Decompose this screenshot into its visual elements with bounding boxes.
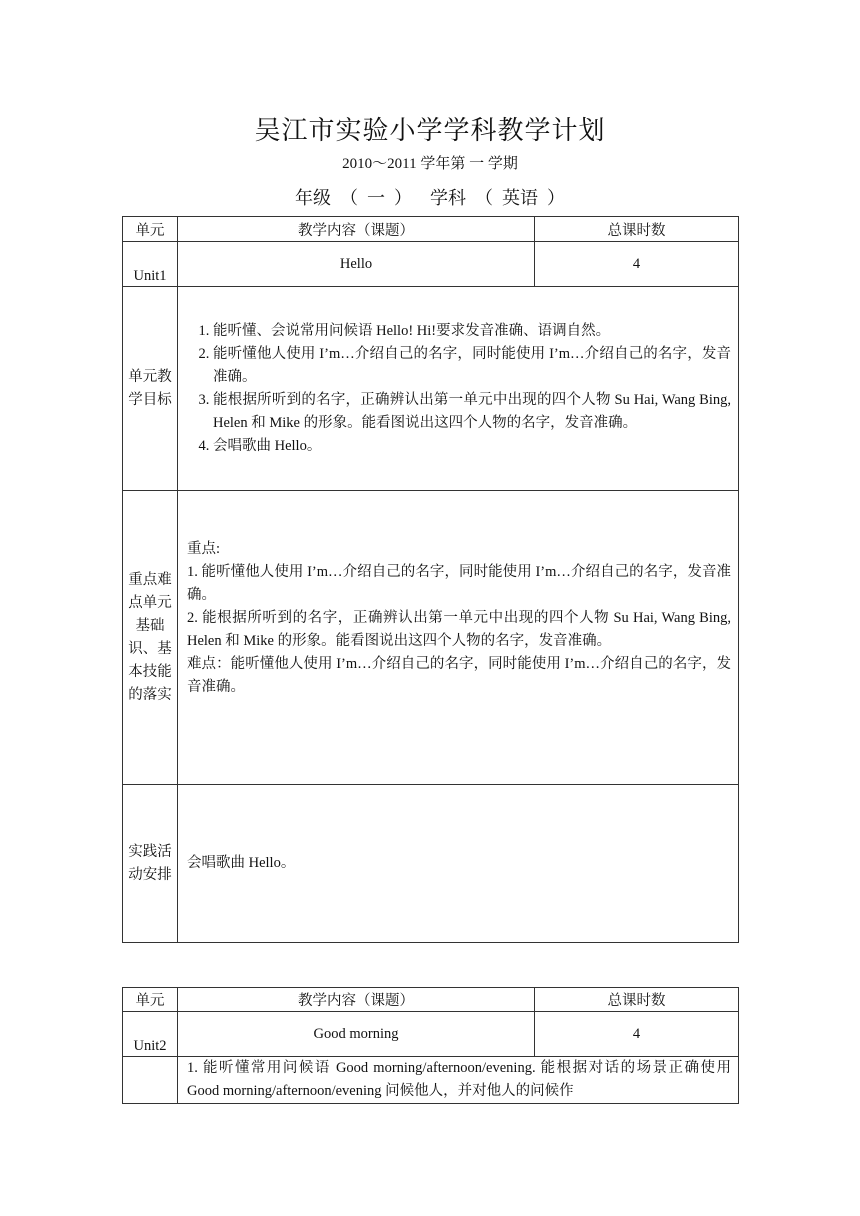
term-line: 2010～2011 学年第 一 学期 (342, 156, 518, 172)
unit-hours: 4 (535, 242, 739, 287)
key-point-item: 1. 能听懂他人使用 I’m…介绍自己的名字，同时能使用 I’m…介绍自己的名字，发音准确。 (187, 564, 731, 603)
unit-topic: Hello (178, 242, 535, 287)
unit-topic: Good morning (178, 1012, 535, 1057)
header-unit: 单元 (123, 988, 178, 1012)
goals-row (123, 1057, 739, 1104)
practice-content: 会唱歌曲 Hello。 (178, 785, 739, 943)
key-points-content (178, 491, 739, 785)
goal-item: 4. 会唱歌曲 Hello。 (213, 435, 731, 458)
key-points-row (123, 491, 739, 785)
goals-label: 单元教学目标 (123, 287, 178, 491)
practice-row (123, 785, 739, 943)
goals-row (123, 287, 739, 491)
goals-label-empty (123, 1057, 178, 1104)
unit2-plan-table (122, 987, 739, 1104)
unit-name: Unit1 (123, 242, 178, 287)
header-hours: 总课时数 (535, 988, 739, 1012)
goals-list (187, 320, 731, 458)
grade-subject-line: 年级 （ 一 ） 学科 （ 英语 ） (295, 188, 565, 208)
key-points-heading: 重点: (187, 541, 221, 557)
unit-row (123, 242, 739, 287)
header-row (123, 988, 739, 1012)
unit-hours: 4 (535, 1012, 739, 1057)
goals-content: 1. 能听懂常用问候语 Good morning/afternoon/evening. 能根据对话的场景正确使用 Good morning/afternoon/evening 问候他人，并对他人的问候作 (178, 1057, 739, 1104)
practice-label: 实践活动安排 (123, 785, 178, 943)
goal-item: 2. 能听懂他人使用 I’m…介绍自己的名字，同时能使用 I’m…介绍自己的名字，发音准确。 (213, 343, 731, 389)
header-unit: 单元 (123, 217, 178, 242)
header-content: 教学内容（课题） (178, 217, 535, 242)
unit-row (123, 1012, 739, 1057)
goal-item: 1. 能听懂、会说常用问候语 Hello! Hi!要求发音准确、语调自然。 (213, 320, 731, 343)
unit1-plan-table (122, 216, 739, 943)
header-content: 教学内容（课题） (178, 988, 535, 1012)
header-row (123, 217, 739, 242)
header-hours: 总课时数 (535, 217, 739, 242)
page-title: 吴江市实验小学学科教学计划 (254, 116, 606, 145)
key-point-item: 2. 能根据所听到的名字，正确辨认出第一单元中出现的四个人物 Su Hai, Wang Bing, Helen 和 Mike 的形象。能看图说出这四个人物的名字，发音准确。 (187, 610, 731, 649)
unit-name: Unit2 (123, 1012, 178, 1057)
key-points-label: 重点难点单元基础识、基本技能的落实 (123, 491, 178, 785)
goals-content (178, 287, 739, 491)
difficulty-item: 难点：能听懂他人使用 I’m…介绍自己的名字，同时能使用 I’m…介绍自己的名字，发音准确。 (187, 656, 731, 695)
goal-item: 3. 能根据所听到的名字，正确辨认出第一单元中出现的四个人物 Su Hai, Wang Bing, Helen 和 Mike 的形象。能看图说出这四个人物的名字，发音准确。 (213, 389, 731, 435)
